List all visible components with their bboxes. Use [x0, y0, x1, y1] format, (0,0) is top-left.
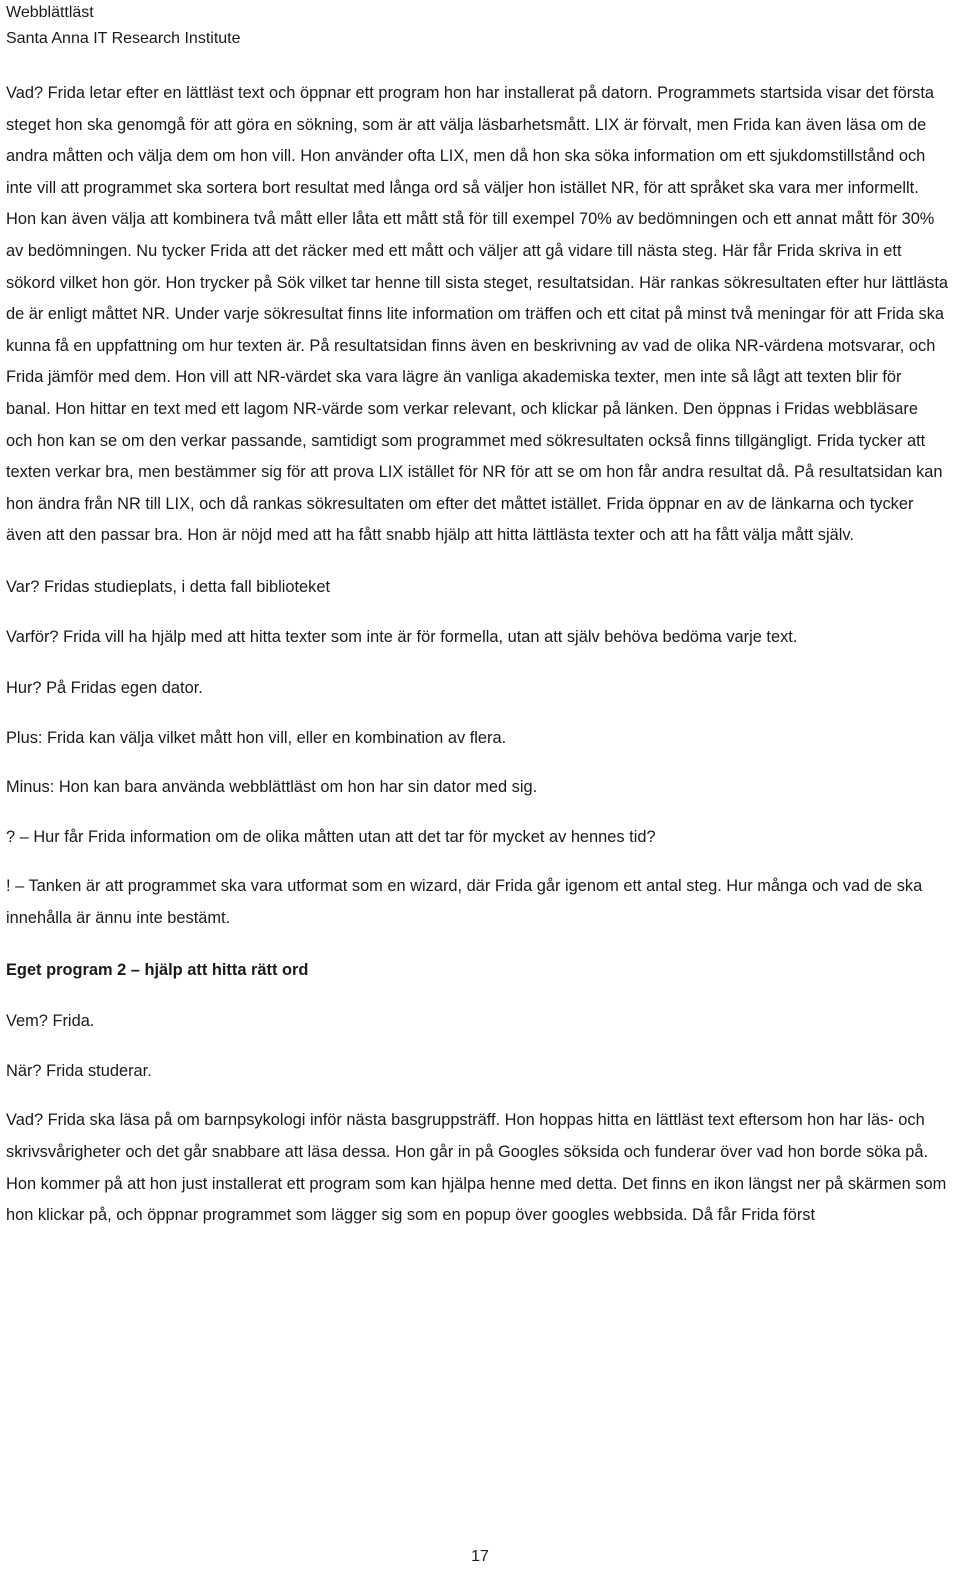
- section-heading: Eget program 2 – hjälp att hitta rätt ord: [6, 960, 309, 979]
- document-header: [6, 0, 241, 52]
- paragraph-hur: Hur? På Fridas egen dator.: [6, 679, 203, 698]
- paragraph-nar: När? Frida studerar.: [6, 1061, 152, 1080]
- document-body: [6, 78, 948, 1252]
- page-number: 17: [471, 1548, 489, 1565]
- paragraph-varfor: Varför? Frida vill ha hjälp med att hitta texter som inte är för formella, utan att själv behöva bedöma varje text.: [6, 627, 798, 646]
- header-title: Webblättläst: [6, 4, 94, 21]
- paragraph-question: ? – Hur får Frida information om de olika måtten utan att det tar för mycket av hennes tid?: [6, 827, 656, 846]
- paragraph-minus: Minus: Hon kan bara använda webblättläst om hon har sin dator med sig.: [6, 778, 538, 797]
- paragraph-vad: Vad? Frida letar efter en lättläst text och öppnar ett program hon har installerat på datorn. Programmets startsida visar det första steget hon ska genomgå för att göra en sökning, som är att välja läsbarhetsmått. LIX är förvalt, men Frida kan även läsa om de andra måtten och välja dem om hon vill. Hon använder ofta LIX, men då hon ska söka information om ett sjukdomstillstånd och inte vill att programmet ska sortera bort resultat med långa ord så väljer hon istället NR, för att språket ska vara mer informellt. Hon kan även välja att kombinera två mått eller låta ett mått stå för till exempel 70% av bedömningen och ett annat mått för 30% av bedömningen. Nu tycker Frida att det räcker med ett mått och väljer att gå vidare till nästa steg. Här får Frida skriva in ett sökord vilket hon gör. Hon trycker på Sök vilket tar henne till sista steget, resultatsidan. Här rankas sökresultaten efter hur lättlästa de är enligt måttet NR. Under varje sökresultat finns lite information om träffen och ett citat på minst två meningar för att Frida ska kunna få en uppfattning om hur texten är. På resultatsidan finns även en beskrivning av vad de olika NR-värdena motsvarar, och Frida jämför med dem. Hon vill att NR-värdet ska vara lägre än vanliga akademiska texter, men inte så lågt att texten blir för banal. Hon hittar en text med ett lagom NR-värde som verkar relevant, och klickar på länken. Den öppnas i Fridas webbläsare och hon kan se om den verkar passande, samtidigt som programmet med sökresultaten också finns tillgängligt. Frida tycker att texten verkar bra, men bestämmer sig för att prova LIX istället för NR för att se om hon får andra resultat då. På resultatsidan kan hon ändra från NR till LIX, och då rankas sökresultaten om efter det måttet istället. Frida öppnar en av de länkarna och tycker även att den passar bra. Hon är nöjd med att ha fått snabb hjälp att hitta lättlästa texter och att ha fått välja mått själv.: [6, 84, 949, 545]
- paragraph-exclamation: ! – Tanken är att programmet ska vara utformat som en wizard, där Frida går igenom ett antal steg. Hur många och vad de ska innehålla är ännu inte bestämt.: [6, 877, 923, 928]
- paragraph-vem: Vem? Frida.: [6, 1012, 95, 1031]
- paragraph-var: Var? Fridas studieplats, i detta fall biblioteket: [6, 577, 331, 596]
- paragraph-plus: Plus: Frida kan välja vilket mått hon vill, eller en kombination av flera.: [6, 728, 507, 747]
- paragraph-vad-2: Vad? Frida ska läsa på om barnpsykologi inför nästa basgruppsträff. Hon hoppas hitta en lättläst text eftersom hon har läs- och skrivsvårigheter och det går snabbare att läsa dessa. Hon går in på Googles söksida och funderar över vad hon borde söka på. Hon kommer på att hon just installerat ett program som kan hjälpa henne med detta. Det finns en ikon längst ner på skärmen som hon klickar på, och öppnar programmet som lägger sig som en popup över googles webbsida. Då får Frida först: [6, 1111, 947, 1225]
- header-institute: Santa Anna IT Research Institute: [6, 30, 241, 47]
